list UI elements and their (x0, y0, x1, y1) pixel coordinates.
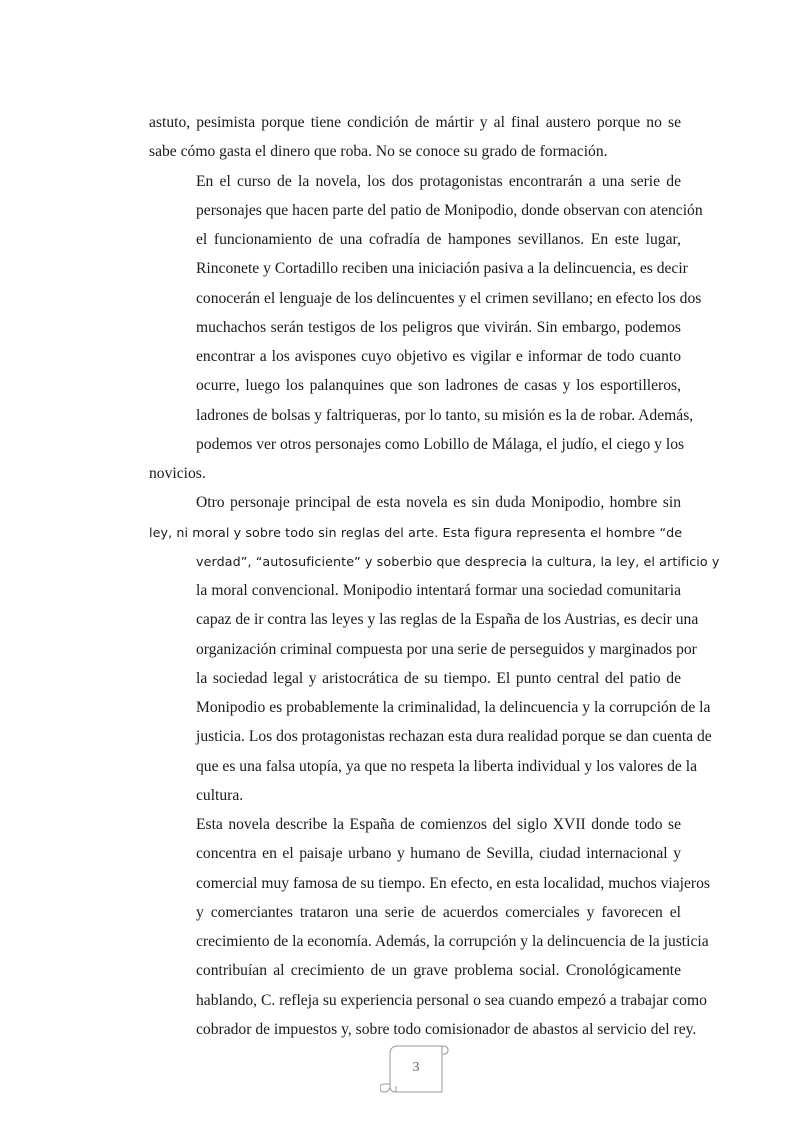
text-line: cobrador de impuestos y, sobre todo comisionador de abastos al servicio del rey. (196, 1020, 697, 1038)
text-line: personajes que hacen parte del patio de Monipodio, donde observan con atención (196, 201, 703, 219)
text-line: conocerán el lenguaje de los delincuentes y el crimen sevillano; en efecto los dos (196, 289, 702, 307)
text-line: Otro personaje principal de esta novela es sin duda Monipodio, hombre sin (196, 494, 681, 512)
paragraph-1 (149, 108, 681, 167)
text-line: contribuían al crecimiento de un grave problema social. Cronológicamente (196, 962, 681, 980)
text-line: podemos ver otros personajes como Lobillo de Málaga, el judío, el ciego y los (196, 435, 685, 453)
text-line: comercial muy famosa de su tiempo. En efecto, en esta localidad, muchos viajeros (196, 874, 710, 892)
text-line: novicios. (149, 465, 206, 482)
text-line: concentra en el paisaje urbano y humano de Sevilla, ciudad internacional y (196, 845, 681, 863)
text-line: la moral convencional. Monipodio intentará formar una sociedad comunitaria (196, 582, 681, 599)
text-line: justicia. Los dos protagonistas rechazan esta dura realidad porque se dan cuenta de (196, 728, 712, 746)
text-line: organización criminal compuesta por una serie de perseguidos y marginados por (196, 640, 697, 658)
text-line: que es una falsa utopía, ya que no respeta la liberta individual y los valores de la (196, 757, 698, 775)
text-line: muchachos serán testigos de los peligros que vivirán. Sin embargo, podemos (196, 318, 681, 336)
text-line: sabe cómo gasta el dinero que roba. No se conoce su grado de formación. (149, 143, 608, 161)
text-line: capaz de ir contra las leyes y las reglas de la España de los Austrias, es decir una (196, 611, 699, 629)
text-line: Monipodio es probablemente la criminalidad, la delincuencia y la corrupción de la (196, 699, 711, 716)
text-line: crecimiento de la economía. Además, la corrupción y la delincuencia de la justicia (196, 933, 709, 950)
text-line: ladrones de bolsas y faltriqueras, por lo tanto, su misión es la de robar. Además, (196, 406, 694, 424)
text-line: ocurre, luego los palanquines que son ladrones de casas y los esportilleros, (196, 377, 681, 395)
paragraph-2 (149, 167, 703, 489)
text-line: Rinconete y Cortadillo reciben una iniciación pasiva a la delincuencia, es decir (196, 260, 688, 278)
text-line: la sociedad legal y aristocrática de su tiempo. El punto central del patio de (196, 669, 681, 687)
text-line: el funcionamiento de una cofradía de hampones sevillanos. En este lugar, (196, 231, 681, 248)
text-line: cultura. (196, 786, 244, 804)
text-line: Esta novela describe la España de comienzos del siglo XVII donde todo se (196, 816, 681, 833)
paragraph-3 (149, 488, 720, 810)
text-line: encontrar a los avispones cuyo objetivo es vigilar e informar de todo cuanto (196, 348, 681, 365)
text-line: ley, ni moral y sobre todo sin reglas del arte. Esta figura representa el hombre “de (149, 524, 683, 540)
text-line: y comerciantes trataron una serie de acuerdos comerciales y favorecen el (196, 903, 681, 921)
page-footer-scroll (380, 1040, 452, 1096)
text-line: hablando, C. refleja su experiencia personal o sea cuando empezó a trabajar como (196, 991, 707, 1009)
body-text (149, 108, 720, 1044)
text-line: verdad”, “autosuficiente” y soberbio que desprecia la cultura, la ley, el artificio y (196, 553, 720, 569)
text-line: astuto, pesimista porque tiene condición de mártir y al final austero porque no se (149, 114, 681, 131)
text-line: En el curso de la novela, los dos protagonistas encontrarán a una serie de (196, 172, 681, 190)
paragraph-4 (149, 810, 710, 1044)
page-number: 3 (412, 1060, 420, 1075)
